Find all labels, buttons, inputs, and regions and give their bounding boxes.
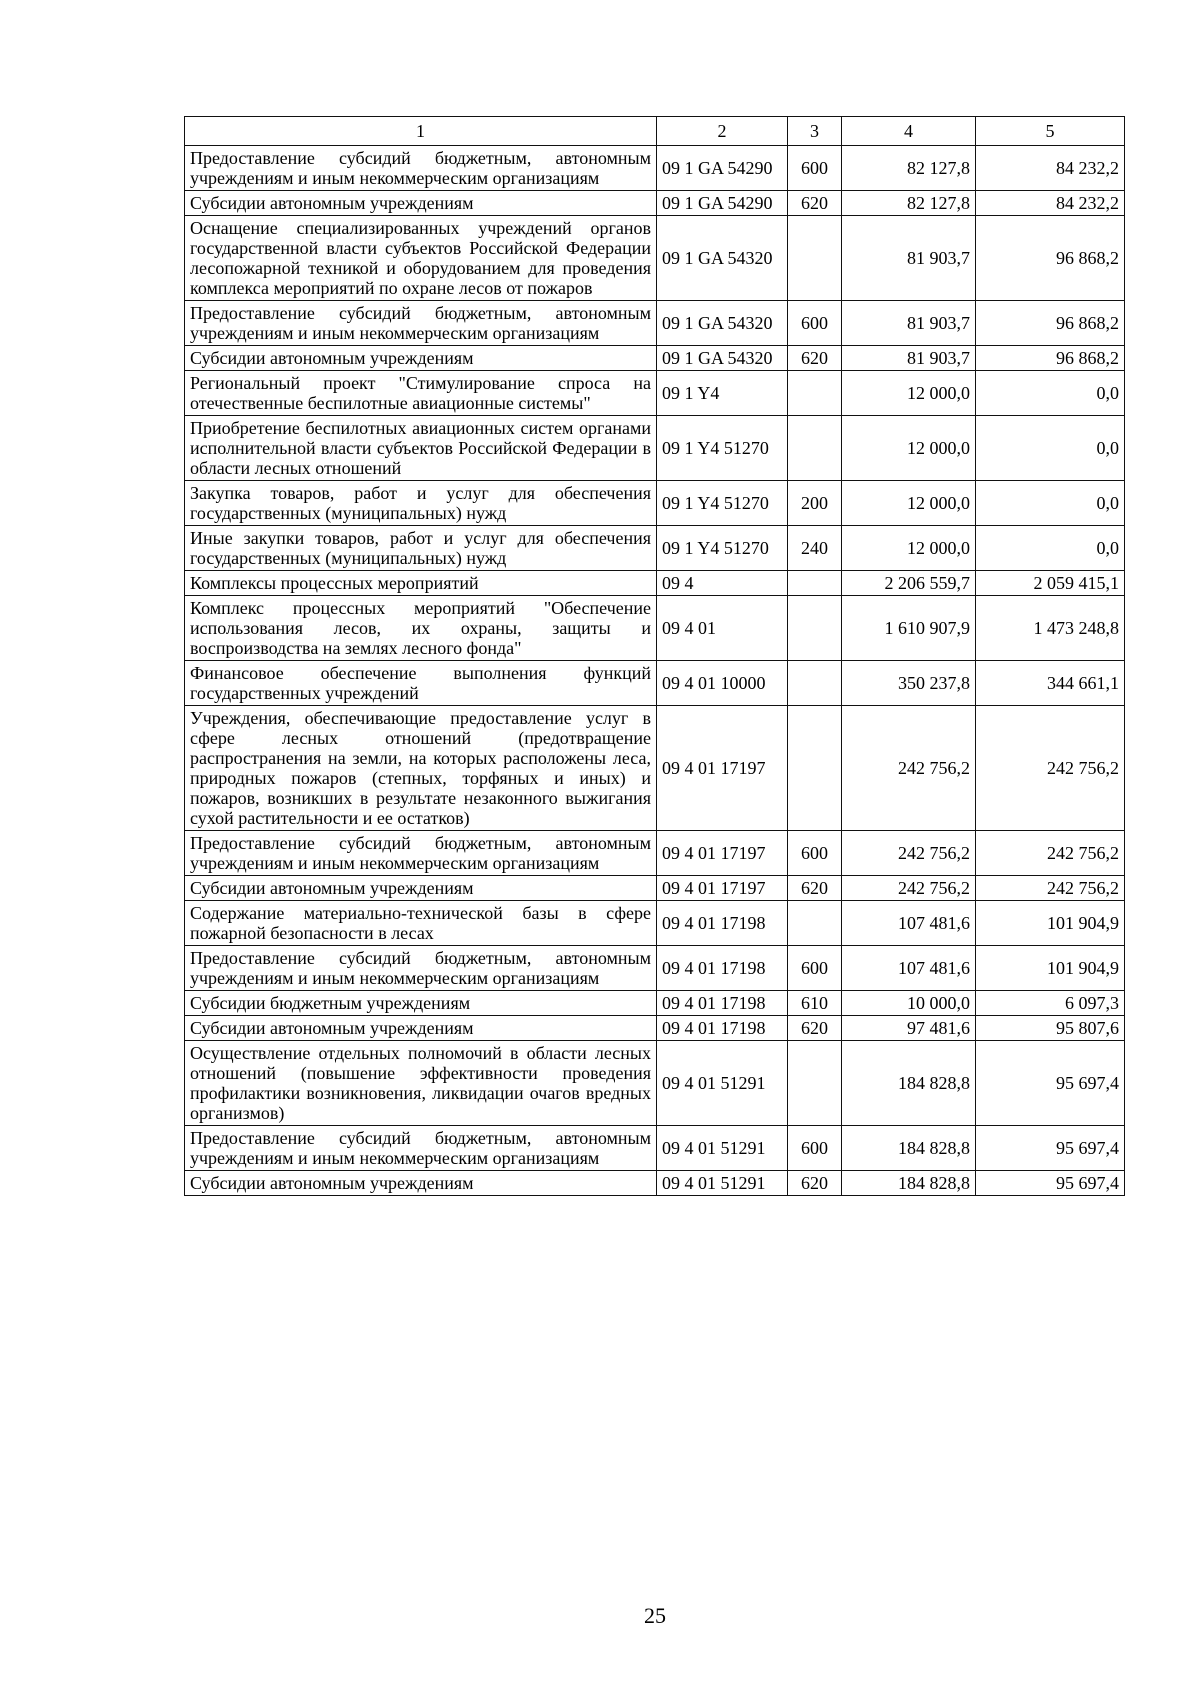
row-code-cell: 09 1 Y4 51270	[657, 416, 788, 481]
table-row	[185, 346, 1125, 371]
row-value-2024-cell: 10 000,0	[842, 991, 976, 1016]
table-row	[185, 301, 1125, 346]
row-value-2024-cell: 12 000,0	[842, 526, 976, 571]
row-kvr-cell	[788, 596, 842, 661]
table-row	[185, 596, 1125, 661]
table-row	[185, 1041, 1125, 1126]
row-value-2025-cell: 1 473 248,8	[976, 596, 1125, 661]
row-value-2025-cell: 101 904,9	[976, 946, 1125, 991]
row-value-2025-cell: 95 697,4	[976, 1171, 1125, 1196]
row-kvr-cell: 600	[788, 946, 842, 991]
row-name-cell: Осуществление отдельных полномочий в области лесных отношений (повышение эффективности проведения профилактики возникновения, ликвидации очагов вредных организмов)	[185, 1041, 657, 1126]
table-row	[185, 946, 1125, 991]
row-value-2024-cell: 97 481,6	[842, 1016, 976, 1041]
table-row	[185, 901, 1125, 946]
row-kvr-cell: 620	[788, 876, 842, 901]
table-row	[185, 831, 1125, 876]
row-value-2024-cell: 82 127,8	[842, 191, 976, 216]
row-value-2025-cell: 101 904,9	[976, 901, 1125, 946]
row-kvr-cell	[788, 571, 842, 596]
row-name-cell: Содержание материально-технической базы в сфере пожарной безопасности в лесах	[185, 901, 657, 946]
row-code-cell: 09 1 Y4 51270	[657, 526, 788, 571]
table-row	[185, 371, 1125, 416]
row-kvr-cell	[788, 706, 842, 831]
row-code-cell: 09 4 01 51291	[657, 1041, 788, 1126]
table-row	[185, 146, 1125, 191]
row-kvr-cell	[788, 901, 842, 946]
row-name-cell: Финансовое обеспечение выполнения функций государственных учреждений	[185, 661, 657, 706]
header-cell: 2	[657, 117, 788, 146]
row-value-2024-cell: 350 237,8	[842, 661, 976, 706]
table-row	[185, 706, 1125, 831]
row-name-cell: Предоставление субсидий бюджетным, автономным учреждениям и иным некоммерческим организациям	[185, 946, 657, 991]
row-kvr-cell: 610	[788, 991, 842, 1016]
row-name-cell: Комплексы процессных мероприятий	[185, 571, 657, 596]
row-name-cell: Учреждения, обеспечивающие предоставление услуг в сфере лесных отношений (предотвращение распространения на земли, на которых расположены леса, природных пожаров (степных, торфяных и иных) и пожаров, возникших в результате незаконного выжигания сухой растительности и ее остатков)	[185, 706, 657, 831]
row-code-cell: 09 4 01 51291	[657, 1171, 788, 1196]
row-value-2024-cell: 12 000,0	[842, 371, 976, 416]
row-name-cell: Субсидии автономным учреждениям	[185, 191, 657, 216]
row-code-cell: 09 4	[657, 571, 788, 596]
table-row	[185, 1126, 1125, 1171]
row-value-2025-cell: 95 697,4	[976, 1041, 1125, 1126]
row-value-2025-cell: 96 868,2	[976, 301, 1125, 346]
row-value-2024-cell: 2 206 559,7	[842, 571, 976, 596]
row-name-cell: Закупка товаров, работ и услуг для обеспечения государственных (муниципальных) нужд	[185, 481, 657, 526]
row-value-2024-cell: 81 903,7	[842, 346, 976, 371]
row-code-cell: 09 4 01 17198	[657, 946, 788, 991]
table-row	[185, 876, 1125, 901]
header-cell: 5	[976, 117, 1125, 146]
table-row	[185, 571, 1125, 596]
row-value-2024-cell: 242 756,2	[842, 706, 976, 831]
row-code-cell: 09 1 Y4	[657, 371, 788, 416]
header-cell: 1	[185, 117, 657, 146]
row-value-2025-cell: 344 661,1	[976, 661, 1125, 706]
row-value-2024-cell: 107 481,6	[842, 946, 976, 991]
row-name-cell: Приобретение беспилотных авиационных систем органами исполнительной власти субъектов Российской Федерации в области лесных отношений	[185, 416, 657, 481]
row-code-cell: 09 4 01 17198	[657, 991, 788, 1016]
row-code-cell: 09 4 01 17198	[657, 901, 788, 946]
header-row	[185, 117, 1125, 146]
row-name-cell: Субсидии бюджетным учреждениям	[185, 991, 657, 1016]
row-value-2024-cell: 242 756,2	[842, 876, 976, 901]
row-kvr-cell: 240	[788, 526, 842, 571]
row-name-cell: Комплекс процессных мероприятий "Обеспечение использования лесов, их охраны, защиты и воспроизводства на землях лесного фонда"	[185, 596, 657, 661]
row-value-2025-cell: 242 756,2	[976, 876, 1125, 901]
row-code-cell: 09 1 GA 54320	[657, 301, 788, 346]
row-kvr-cell: 600	[788, 1126, 842, 1171]
row-value-2025-cell: 0,0	[976, 526, 1125, 571]
row-value-2025-cell: 0,0	[976, 481, 1125, 526]
row-kvr-cell: 200	[788, 481, 842, 526]
table-row	[185, 481, 1125, 526]
row-value-2024-cell: 242 756,2	[842, 831, 976, 876]
row-code-cell: 09 1 Y4 51270	[657, 481, 788, 526]
row-name-cell: Иные закупки товаров, работ и услуг для обеспечения государственных (муниципальных) нужд	[185, 526, 657, 571]
row-value-2024-cell: 1 610 907,9	[842, 596, 976, 661]
row-value-2025-cell: 0,0	[976, 371, 1125, 416]
table-row	[185, 991, 1125, 1016]
row-code-cell: 09 1 GA 54320	[657, 346, 788, 371]
row-kvr-cell: 600	[788, 146, 842, 191]
row-code-cell: 09 4 01 17197	[657, 831, 788, 876]
row-value-2024-cell: 12 000,0	[842, 481, 976, 526]
page-number: 25	[644, 1603, 666, 1628]
budget-table	[184, 116, 1125, 1196]
row-code-cell: 09 4 01 10000	[657, 661, 788, 706]
row-value-2025-cell: 242 756,2	[976, 706, 1125, 831]
row-name-cell: Субсидии автономным учреждениям	[185, 1171, 657, 1196]
table-row	[185, 191, 1125, 216]
row-code-cell: 09 1 GA 54290	[657, 191, 788, 216]
row-value-2024-cell: 184 828,8	[842, 1041, 976, 1126]
row-kvr-cell: 600	[788, 831, 842, 876]
row-kvr-cell: 620	[788, 191, 842, 216]
row-value-2025-cell: 95 807,6	[976, 1016, 1125, 1041]
row-value-2025-cell: 95 697,4	[976, 1126, 1125, 1171]
row-kvr-cell	[788, 371, 842, 416]
table-row	[185, 661, 1125, 706]
row-name-cell: Региональный проект "Стимулирование спроса на отечественные беспилотные авиационные системы"	[185, 371, 657, 416]
row-value-2025-cell: 84 232,2	[976, 146, 1125, 191]
row-code-cell: 09 1 GA 54320	[657, 216, 788, 301]
header-cell: 3	[788, 117, 842, 146]
row-value-2024-cell: 81 903,7	[842, 301, 976, 346]
row-value-2025-cell: 96 868,2	[976, 216, 1125, 301]
row-code-cell: 09 4 01 17198	[657, 1016, 788, 1041]
header-cell: 4	[842, 117, 976, 146]
table-row	[185, 1016, 1125, 1041]
row-name-cell: Предоставление субсидий бюджетным, автономным учреждениям и иным некоммерческим организациям	[185, 831, 657, 876]
row-code-cell: 09 4 01 17197	[657, 876, 788, 901]
row-value-2025-cell: 6 097,3	[976, 991, 1125, 1016]
row-name-cell: Субсидии автономным учреждениям	[185, 1016, 657, 1041]
row-value-2025-cell: 242 756,2	[976, 831, 1125, 876]
row-kvr-cell: 620	[788, 1016, 842, 1041]
row-name-cell: Предоставление субсидий бюджетным, автономным учреждениям и иным некоммерческим организациям	[185, 301, 657, 346]
row-value-2025-cell: 84 232,2	[976, 191, 1125, 216]
row-value-2024-cell: 81 903,7	[842, 216, 976, 301]
table-row	[185, 1171, 1125, 1196]
row-code-cell: 09 4 01 17197	[657, 706, 788, 831]
row-kvr-cell	[788, 661, 842, 706]
row-value-2024-cell: 184 828,8	[842, 1126, 976, 1171]
table-row	[185, 216, 1125, 301]
row-name-cell: Оснащение специализированных учреждений органов государственной власти субъектов Российской Федерации лесопожарной техникой и оборудованием для проведения комплекса мероприятий по охране лесов от пожаров	[185, 216, 657, 301]
row-name-cell: Предоставление субсидий бюджетным, автономным учреждениям и иным некоммерческим организациям	[185, 1126, 657, 1171]
row-kvr-cell	[788, 416, 842, 481]
row-name-cell: Предоставление субсидий бюджетным, автономным учреждениям и иным некоммерческим организациям	[185, 146, 657, 191]
row-kvr-cell: 620	[788, 346, 842, 371]
row-kvr-cell: 600	[788, 301, 842, 346]
row-value-2024-cell: 184 828,8	[842, 1171, 976, 1196]
row-name-cell: Субсидии автономным учреждениям	[185, 346, 657, 371]
row-value-2024-cell: 82 127,8	[842, 146, 976, 191]
row-code-cell: 09 4 01 51291	[657, 1126, 788, 1171]
row-value-2024-cell: 107 481,6	[842, 901, 976, 946]
row-name-cell: Субсидии автономным учреждениям	[185, 876, 657, 901]
row-code-cell: 09 1 GA 54290	[657, 146, 788, 191]
table-row	[185, 416, 1125, 481]
row-value-2025-cell: 0,0	[976, 416, 1125, 481]
row-code-cell: 09 4 01	[657, 596, 788, 661]
row-kvr-cell	[788, 1041, 842, 1126]
table-row	[185, 526, 1125, 571]
row-value-2024-cell: 12 000,0	[842, 416, 976, 481]
row-kvr-cell: 620	[788, 1171, 842, 1196]
row-kvr-cell	[788, 216, 842, 301]
row-value-2025-cell: 2 059 415,1	[976, 571, 1125, 596]
row-value-2025-cell: 96 868,2	[976, 346, 1125, 371]
